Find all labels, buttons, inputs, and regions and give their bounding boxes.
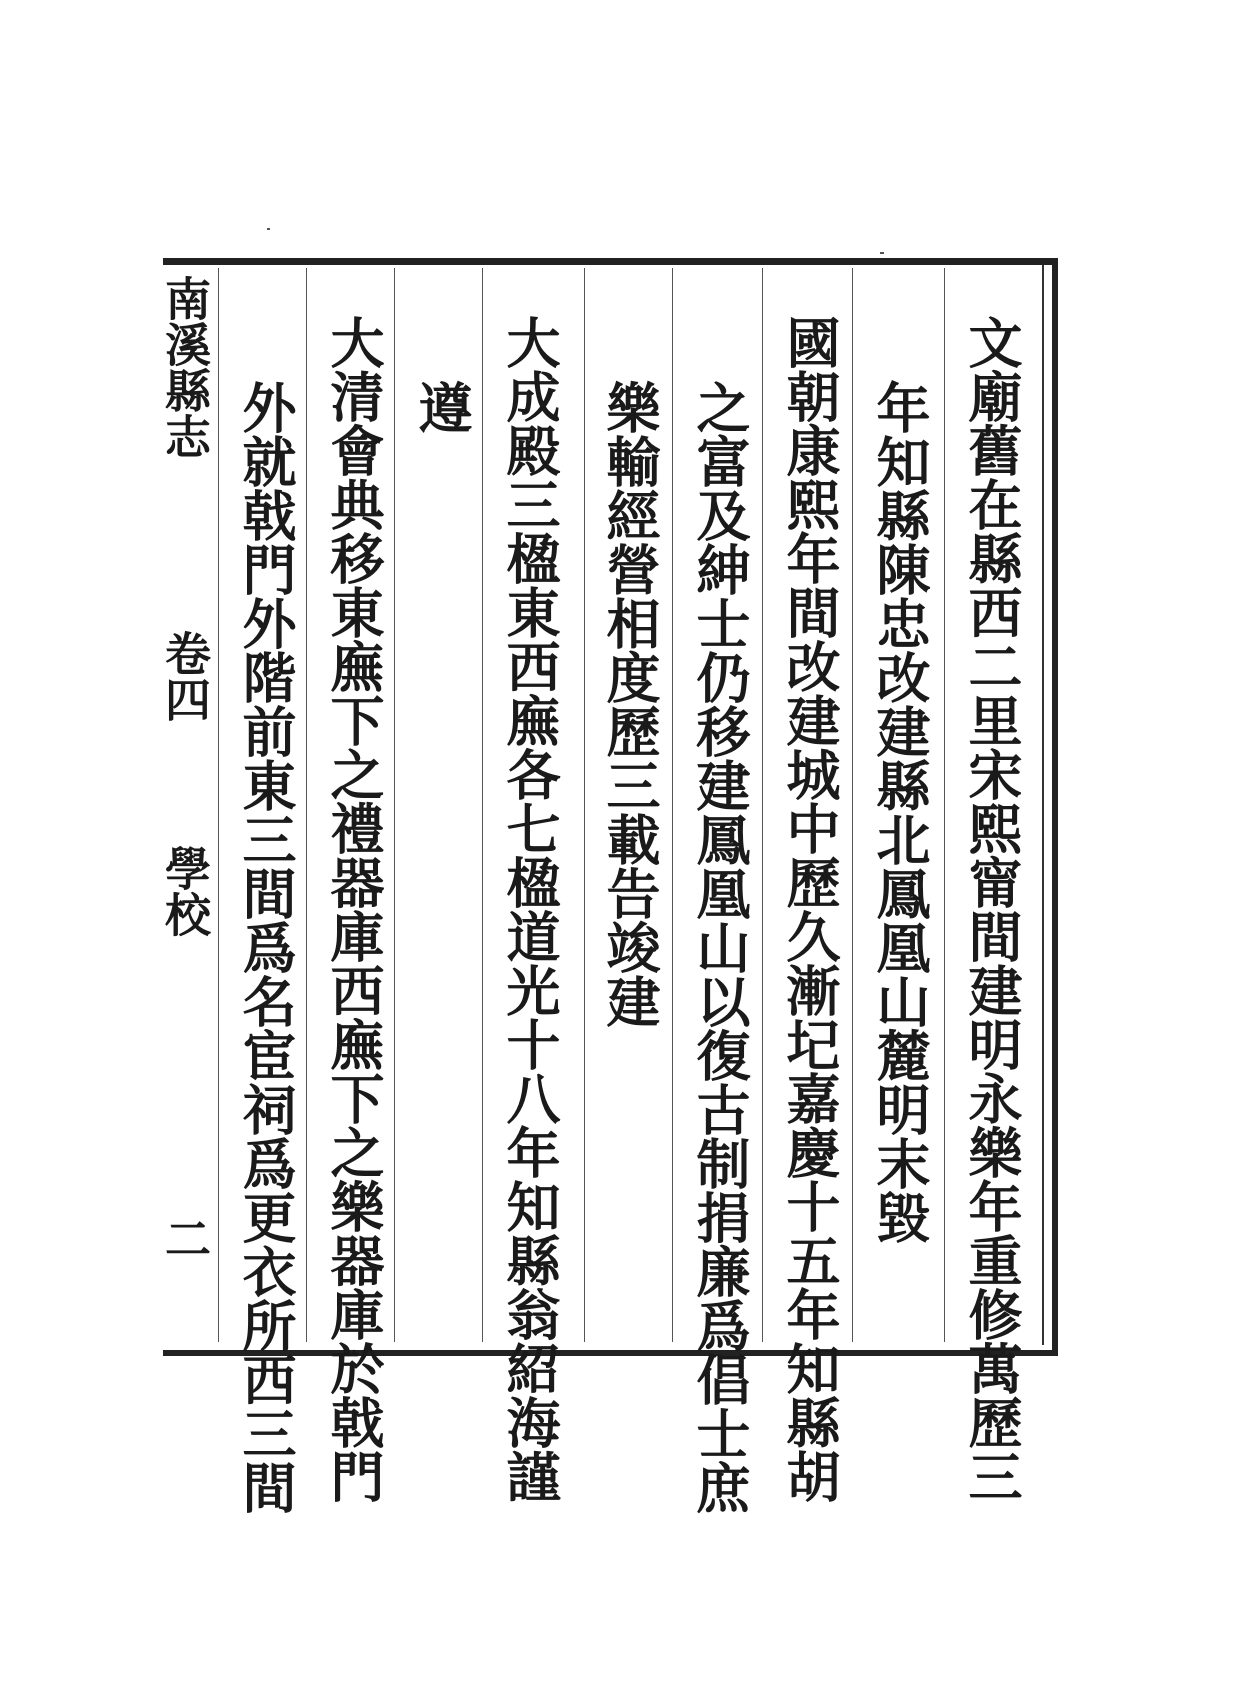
page-number: 二	[158, 1215, 212, 1261]
text-column-2: 年知縣陳忠改建縣北鳳凰山麓明末毀	[868, 380, 932, 1244]
section-label: 學校	[158, 845, 212, 937]
inner-border	[1042, 265, 1044, 1345]
scan-speck	[880, 252, 884, 254]
column-rule	[944, 268, 945, 1342]
text-column-5: 樂輸經營相度歷三載告竣建	[598, 380, 662, 1028]
column-rule	[672, 268, 673, 1342]
text-column-9: 外就戟門外階前東三間爲名宦祠爲更衣所西三間	[234, 380, 298, 1514]
column-rule	[762, 268, 763, 1342]
column-rule	[584, 268, 585, 1342]
column-rule	[218, 268, 219, 1342]
column-rule	[394, 268, 395, 1342]
volume-label: 卷四	[158, 630, 212, 722]
column-rule	[306, 268, 307, 1342]
book-title: 南溪縣志	[158, 275, 212, 459]
column-rule	[852, 268, 853, 1342]
text-column-3: 國朝康熙年間改建城中歷久漸圮嘉慶十五年知縣胡	[778, 315, 842, 1503]
column-rule	[482, 268, 483, 1342]
text-column-7: 遵	[410, 380, 474, 434]
text-column-6: 大成殿三楹東西廡各七楹道光十八年知縣翁紹海謹	[498, 315, 562, 1503]
text-column-1: 文廟舊在縣西二里宋熙甯間建明永樂年重修萬歷三	[960, 315, 1024, 1503]
text-column-4: 之富及紳士仍移建鳳凰山以復古制捐廉爲倡士庶	[688, 380, 752, 1514]
scan-speck	[267, 228, 270, 230]
text-column-8: 大清會典移東廡下之禮器庫西廡下之樂器庫於戟門	[322, 315, 386, 1503]
